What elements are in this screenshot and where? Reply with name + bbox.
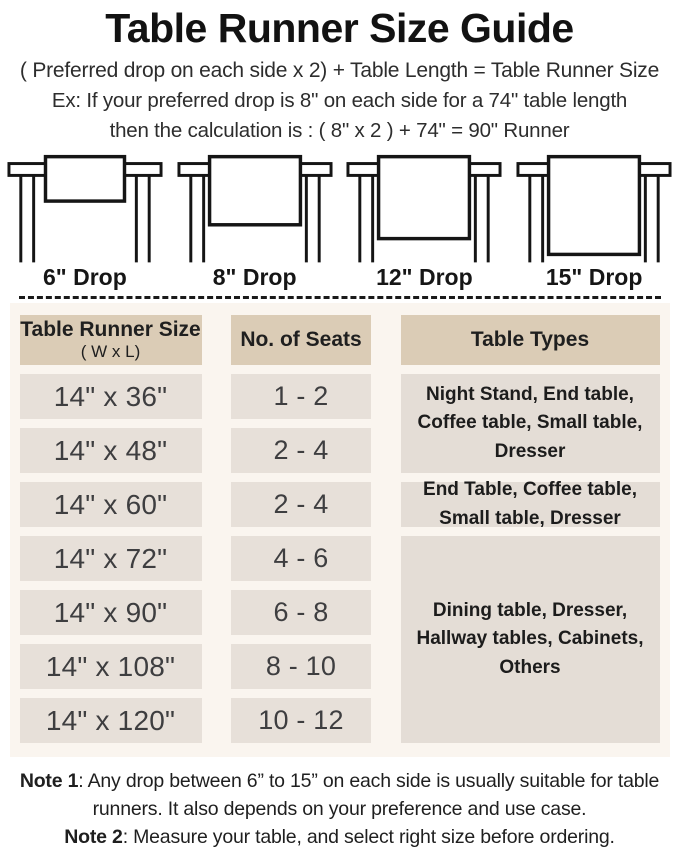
header-runner-size bbox=[20, 315, 202, 365]
size-table bbox=[20, 315, 660, 743]
dashed-divider bbox=[19, 296, 661, 299]
drop-label-6: 6" Drop bbox=[43, 264, 127, 290]
note-2-text: : Measure your table, and select right size before ordering. bbox=[122, 826, 615, 849]
table-types-cell-medium: End Table, Coffee table, Small table, Dresser bbox=[401, 482, 660, 527]
drop-illustrations bbox=[0, 153, 679, 263]
note-1-label: Note 1 bbox=[19, 770, 79, 792]
header-runner-size-title: Table Runner Size bbox=[20, 318, 201, 342]
drop-label-8: 8" Drop bbox=[212, 264, 297, 290]
seats-cell: 8 - 10 bbox=[231, 644, 371, 689]
note-2-label: Note 2 bbox=[64, 826, 123, 849]
example-line-1: Ex: If your preferred drop is 8" on each side for a 74" table length bbox=[51, 89, 628, 112]
size-cell: 14" x 120" bbox=[20, 698, 202, 743]
table-runner-8in-drop-icon bbox=[170, 153, 340, 263]
note-2 bbox=[3, 824, 677, 852]
table-types-cell-small: Night Stand, End table, Coffee table, Small table, Dresser bbox=[401, 374, 660, 473]
formula-text: ( Preferred drop on each side x 2) + Table Length = Table Runner Size bbox=[19, 59, 660, 82]
seats-cell: 2 - 4 bbox=[231, 428, 371, 473]
drop-labels-row bbox=[0, 264, 679, 291]
size-cell: 14" x 90" bbox=[20, 590, 202, 635]
drop-label-15: 15" Drop bbox=[545, 264, 643, 290]
table-runner-12in-drop-icon bbox=[340, 153, 510, 263]
header-table-types: Table Types bbox=[401, 315, 660, 365]
seats-cell: 10 - 12 bbox=[231, 698, 371, 743]
seats-cell: 6 - 8 bbox=[231, 590, 371, 635]
table-runner-15in-drop-icon bbox=[509, 153, 679, 263]
header-runner-size-sub: ( W x L) bbox=[80, 342, 141, 362]
seats-cell: 4 - 6 bbox=[231, 536, 371, 581]
seats-cell: 2 - 4 bbox=[231, 482, 371, 527]
size-cell: 14" x 48" bbox=[20, 428, 202, 473]
size-cell: 14" x 36" bbox=[20, 374, 202, 419]
drop-label-12: 12" Drop bbox=[376, 264, 473, 290]
size-table-section bbox=[10, 303, 670, 757]
table-types-cell-large: Dining table, Dresser, Hallway tables, Cabinets, Others bbox=[401, 536, 660, 743]
size-cell: 14" x 60" bbox=[20, 482, 202, 527]
table-runner-6in-drop-icon bbox=[0, 153, 170, 263]
note-1 bbox=[3, 768, 677, 823]
notes-block bbox=[3, 768, 677, 852]
page-title: Table Runner Size Guide bbox=[105, 5, 574, 51]
note-1-text: : Any drop between 6” to 15” on each side is usually suitable for table runners. It also depends on your preference and use case. bbox=[78, 770, 660, 820]
header-seats: No. of Seats bbox=[231, 315, 371, 365]
size-cell: 14" x 108" bbox=[20, 644, 202, 689]
example-line-2: then the calculation is : ( 8" x 2 ) + 74" = 90" Runner bbox=[109, 119, 570, 142]
size-cell: 14" x 72" bbox=[20, 536, 202, 581]
seats-cell: 1 - 2 bbox=[231, 374, 371, 419]
